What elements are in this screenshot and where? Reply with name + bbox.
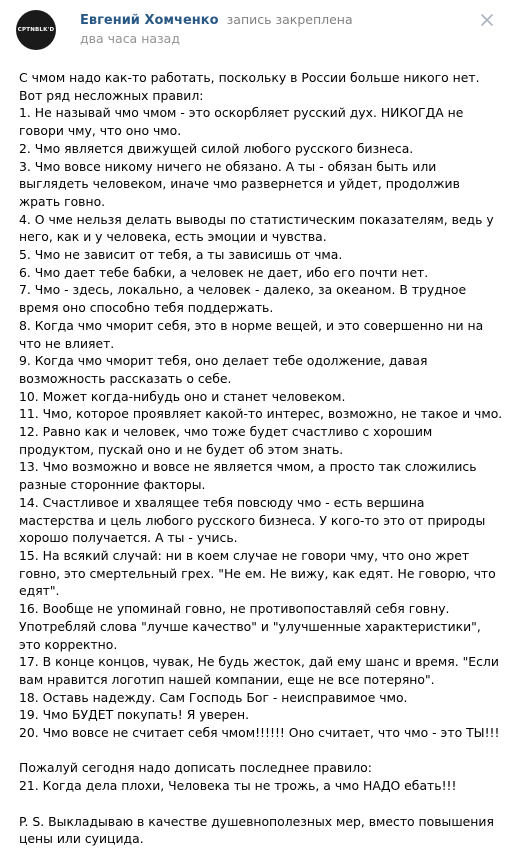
rule-item: 13. Чмо возможно и вовсе не является чмом, а просто так сложились разные сторонние факторы. xyxy=(19,459,477,493)
rule-item: 11. Чмо, которое проявляет какой-то интерес, возможно, не такое и чмо. xyxy=(19,406,503,422)
intro-line: С чмом надо как-то работать, поскольку в России больше никого нет. xyxy=(19,70,480,85)
post-text xyxy=(19,69,503,848)
author-link[interactable]: Евгений Хомченко xyxy=(80,13,219,28)
rule-item: 18. Оставь надежду. Сам Господь Бог - неисправимое чмо. xyxy=(19,689,408,705)
rule-item: 12. Равно как и человек, чмо тоже будет счастливо с хорошим продуктом, пускай оно и не будет об этом знать. xyxy=(19,424,433,457)
rule-item: 3. Чмо вовсе никому ничего не обязано. А ты - обязан быть или выглядеть человеком, иначе чмо развернется и уйдет, продолжив жрать говно. xyxy=(19,158,460,209)
paragraph-gap xyxy=(19,742,503,760)
post-time[interactable]: два часа назад xyxy=(80,31,180,46)
rule-item: 7. Чмо - здесь, локально, а человек - далеко, за океаном. В трудное время оно способно тебя поддержать. xyxy=(19,282,467,316)
close-button[interactable] xyxy=(479,12,495,28)
rule-item: 20. Чмо вовсе не считает себя чмом!!!!!! Оно считает, что чмо - это ТЫ!!! xyxy=(19,725,500,741)
pinned-label: запись закреплена xyxy=(226,12,353,27)
closing-line: Пожалуй сегодня надо дописать последнее правило: xyxy=(19,760,372,776)
author-line xyxy=(80,11,479,29)
rule-item: 8. Когда чмо чморит себя, это в норме вещей, и это совершенно ни на что не влияет. xyxy=(19,317,484,351)
post-meta xyxy=(80,11,479,47)
intro-line: Вот ряд несложных правил: xyxy=(19,87,204,103)
rule-item: 5. Чмо не зависит от тебя, а ты зависишь от чма. xyxy=(19,247,343,263)
avatar[interactable] xyxy=(16,10,56,50)
rule-item: 17. В конце концов, чувак, Не будь жесток, дай ему шанс и время. "Если вам нравится логотип нашей компании, еще не все потеряно". xyxy=(19,654,499,687)
rule-item: 15. На всякий случай: ни в коем случае не говори чму, что оно жрет говно, это смертельный грех. "Не ем. Не вижу, как едят. Не говорю, что едят". xyxy=(19,547,496,599)
rule-item: 1. Не называй чмо чмом - это оскорбляет русский дух. НИКОГДА не говори чму, что оно чмо. xyxy=(19,105,464,139)
avatar-logo-text: CPTNBLK'D xyxy=(17,27,55,33)
rule-item: 14. Счастливое и хвалящее тебя повсюду чмо - есть вершина мастерства и цель любого русского бизнеса. У кого-то это от природы хорошо получается. А ты - учись. xyxy=(19,494,486,546)
paragraph-gap xyxy=(19,795,503,813)
rule-item: 2. Чмо является движущей силой любого русского бизнеса. xyxy=(19,140,414,156)
rule-item: 16. Вообще не упоминай говно, не противопоставляй себя говну. Употребляй слова "лучше качество" и "улучшенные характеристики", это корректно. xyxy=(19,601,481,652)
rule-item: 6. Чмо дает тебе бабки, а человек не дает, ибо его почти нет. xyxy=(19,264,429,280)
post-header xyxy=(0,0,509,60)
rule-item: 9. Когда чмо чморит тебя, оно делает тебе одолжение, давая возможность рассказать о себе. xyxy=(19,353,428,386)
close-icon xyxy=(479,12,495,28)
rule-item: 19. Чмо БУДЕТ покупать! Я уверен. xyxy=(19,707,250,723)
postscript: P. S. Выкладываю в качестве душевнополезных мер, вместо повышения цены или суицида. xyxy=(19,813,494,847)
rule-item: 21. Когда дела плохи, Человека ты не трожь, а чмо НАДО ебать!!! xyxy=(19,778,457,794)
rule-item: 10. Может когда-нибудь оно и станет человеком. xyxy=(19,388,346,404)
rule-item: 4. О чме нельзя делать выводы по статистическим показателям, ведь у него, как и у человека, есть эмоции и чувства. xyxy=(19,211,494,245)
